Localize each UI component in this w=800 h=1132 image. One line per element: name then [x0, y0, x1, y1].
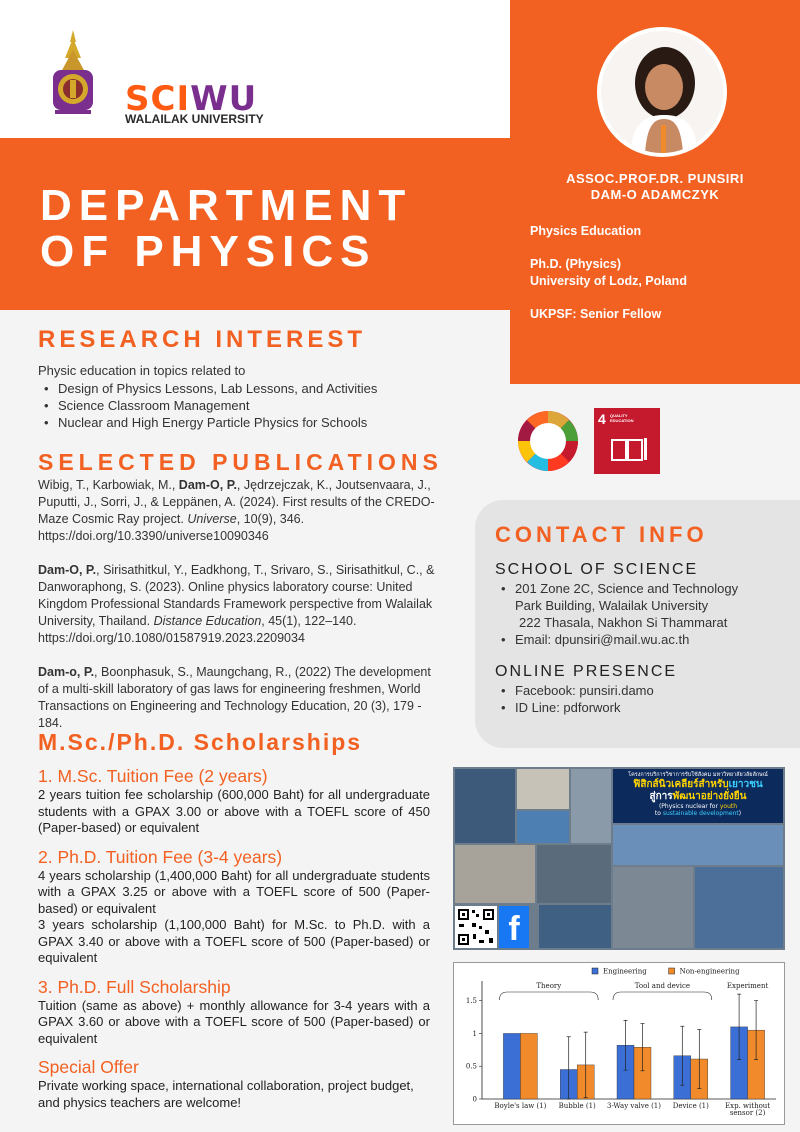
scholarship-title: 3. Ph.D. Full Scholarship: [38, 976, 231, 997]
page-title-line2: OF PHYSICS: [40, 227, 377, 276]
banner-line5b: sustainable development: [662, 810, 739, 817]
group-bracket: [613, 992, 712, 1000]
school-heading: SCHOOL OF SCIENCE: [495, 561, 699, 578]
scholarship-text: 3 years scholarship (1,100,000 Baht) for M.Sc. to Ph.D. with a GPAX 3.40 or above with a TOEFL score of 500 (Paper-based) or equivalent: [38, 917, 430, 965]
y-tick-label: 1.5: [465, 997, 477, 1006]
pub-text: , Boonphasuk, S., Maungchang, R., (2022) The development of a multi-skill laboratory of gas laws for engineering freshmen, World Transactions on Engineering and Technology Education, 20 (3), 179 - 184.: [38, 665, 431, 730]
research-heading: RESEARCH INTEREST: [38, 326, 367, 353]
collage-photo: [539, 905, 611, 948]
scholarship-text: Tuition (same as above) + monthly allowance for 3-4 years with a GPAX 3.60 or above with a TOEFL score of 500 (Paper-based) or equivalent: [38, 997, 430, 1046]
banner-line4: [617, 803, 779, 810]
banner-line4b: youth: [719, 803, 738, 810]
online-list: [495, 682, 795, 716]
sdg4-label: [610, 413, 633, 423]
banner-line2: [617, 779, 779, 791]
group-label: Tool and device: [634, 982, 691, 990]
collage-photo: [613, 867, 693, 948]
legend-label: Non-engineering: [679, 967, 740, 976]
collage-photo: [455, 769, 515, 843]
research-intro: Physic education in topics related to: [38, 363, 246, 378]
banner-line2b: เยาวชน: [728, 779, 763, 790]
banner-line2a: ฟิสิกส์นิวเคลียร์สำหรับ: [633, 779, 729, 790]
banner-line4a: (Physics nuclear for: [658, 803, 720, 810]
scholarship-text: Private working space, international collaboration, project budget, and physics teachers are welcome!: [38, 1078, 414, 1110]
pub-author-highlight: Dam-O, P.: [178, 478, 237, 492]
research-section: [38, 362, 478, 431]
legend-swatch: [669, 968, 675, 974]
x-tick-label: 3-Way valve (1): [607, 1102, 661, 1110]
profile-ukpsf: UKPSF: Senior Fellow: [530, 307, 662, 321]
banner-line3a: สู่การ: [649, 791, 673, 802]
address-line1: • 201 Zone 2C, Science and Technology: [515, 581, 739, 596]
scholarship-list: [38, 766, 430, 1111]
research-list: [38, 380, 478, 431]
scholarships-heading: M.Sc./Ph.D. Scholarships: [38, 729, 363, 755]
scholarship-text: 4 years scholarship (1,400,000 Baht) for all undergraduate students with a GPAX 3.25 or above with a TOEFL score of 500 (Paper-based) or equivalent: [38, 867, 430, 916]
pub-doi: , 45(1), 122–140. https://doi.org/10.1080/01587919.2023.2209034: [38, 614, 357, 645]
online-block: [495, 682, 795, 716]
collage-photo: [613, 825, 783, 865]
scholarship-title: 1. M.Sc. Tuition Fee (2 years): [38, 766, 268, 786]
pub-doi: , 10(9), 346. https://doi.org/10.3390/universe10090346: [38, 512, 305, 543]
photo-collage: [453, 767, 785, 950]
pub-author-highlight: Dam-o, P.: [38, 665, 95, 679]
group-label: Theory: [536, 982, 562, 990]
collage-photo: [455, 845, 535, 903]
contact-email[interactable]: • Email: dpunsiri@mail.wu.ac.th: [495, 631, 795, 648]
contact-address: [495, 580, 795, 631]
publications-list: [38, 477, 440, 732]
group-bracket: [499, 992, 598, 1000]
address-line2: Park Building, Walailak University: [515, 598, 709, 613]
banner-line5: [617, 810, 779, 817]
pub-text: , Sirisathitkul, Y., Eadkhong, T., Srivaro, S., Sirisathitkul, C., & Danworaphong, S. (2023). Online physics laboratory course: United Kingdom Professional Standards Framework perspective from Walailak University, Thailand.: [38, 563, 435, 628]
scholarship-title: Special Offer: [38, 1057, 139, 1077]
contact-address-block: [495, 580, 795, 648]
address-line3: 222 Thasala, Nakhon Si Thammarat: [519, 615, 728, 630]
collage-photo: [695, 867, 783, 948]
profile-institution: University of Lodz, Poland: [530, 274, 687, 288]
x-tick-label: Boyle's law (1): [494, 1102, 547, 1110]
y-tick-label: 0.5: [465, 1062, 477, 1071]
sciwu-logo: [125, 79, 258, 119]
profile-field: Physics Education: [530, 224, 642, 238]
banner-line5c: ): [738, 810, 742, 817]
pub-text: , Jędrzejczak, K., Joutsenvaara, J., Puputti, J., Sorri, J., & Leppänen, A. (2024). First results of the CREDO-Maze Cosmic Ray project.: [38, 478, 435, 526]
chart-canvas: [454, 963, 784, 1124]
sdg4-label-line1: QUALITY: [610, 413, 628, 418]
legend-label: Engineering: [603, 967, 647, 976]
profile-degree: Ph.D. (Physics): [530, 257, 621, 271]
pub-journal: Universe: [187, 512, 237, 526]
contact-line-id[interactable]: • ID Line: pdforwork: [495, 699, 795, 716]
pub-author-highlight: Dam-O, P.: [38, 563, 97, 577]
university-name: WALAILAK UNIVERSITY: [125, 112, 264, 126]
banner-line3: [617, 791, 779, 803]
publication-item: [38, 664, 440, 732]
contact-facebook[interactable]: • Facebook: punsiri.damo: [495, 682, 795, 699]
sciwu-logo-wu: WU: [190, 79, 258, 119]
x-tick-label: Device (1): [672, 1102, 709, 1110]
publication-item: [38, 477, 440, 545]
sdg4-tile: [594, 408, 660, 474]
y-tick-label: 1: [472, 1029, 477, 1038]
contact-list: [495, 580, 795, 648]
banner-line3b: พัฒนาอย่างยั่งยืน: [672, 791, 747, 802]
list-item: • Design of Physics Lessons, Lab Lessons, and Activities: [38, 380, 478, 397]
list-item: • Science Classroom Management: [38, 397, 478, 414]
facebook-icon[interactable]: f: [499, 906, 529, 948]
collage-photo: [517, 769, 569, 809]
banner-line5a: to: [654, 810, 663, 817]
sdg4-number: 4: [598, 411, 606, 427]
legend-swatch: [592, 968, 598, 974]
sdg4-label-line2: EDUCATION: [610, 418, 634, 423]
bar-chart: [453, 962, 785, 1125]
portrait-icon: [601, 31, 723, 153]
banner-line1: โครงการบริการวิชาการรับใช้สังคม มหาวิทยาลัยวลัยลักษณ์: [628, 772, 768, 778]
profile-name-line2: DAM-O ADAMCZYK: [590, 187, 720, 202]
sciwu-logo-sci: SCI: [125, 79, 191, 119]
collage-photo: [537, 845, 611, 903]
group-label: Experiment: [726, 982, 769, 990]
page-title-line1: DEPARTMENT: [40, 181, 413, 230]
y-tick-label: 0: [472, 1095, 477, 1104]
collage-photo: [571, 769, 611, 843]
x-tick-label: sensor (2): [729, 1109, 766, 1117]
contact-heading: CONTACT INFO: [495, 522, 708, 547]
publication-item: [38, 562, 440, 647]
collage-banner: [613, 769, 783, 823]
collage-photo: [517, 811, 569, 843]
sdg-wheel-icon: [515, 408, 581, 474]
qr-code-icon[interactable]: [455, 906, 497, 948]
scholarship-title: 2. Ph.D. Tuition Fee (3-4 years): [38, 846, 283, 867]
university-seal-icon: [45, 28, 101, 116]
pub-journal: Distance Education: [153, 614, 262, 628]
x-tick-label: Bubble (1): [558, 1102, 596, 1110]
scholarship-text: 2 years tuition fee scholarship (600,000 Baht) for all undergraduate students with a GPAX 3.00 or above with a TOEFL score of 450 (Paper-based) or equivalent: [38, 787, 430, 835]
pub-authors-pre: Wibig, T., Karbowiak, M.,: [38, 478, 179, 492]
bar: [520, 1033, 537, 1099]
profile-photo: [597, 27, 727, 157]
profile-name-line1: ASSOC.PROF.DR. PUNSIRI: [566, 171, 744, 186]
publications-heading: SELECTED PUBLICATIONS: [38, 449, 443, 475]
list-item: • Nuclear and High Energy Particle Physics for Schools: [38, 414, 478, 431]
online-heading: ONLINE PRESENCE: [495, 663, 678, 680]
bar: [503, 1033, 520, 1099]
x-tick-label: Exp. without: [725, 1102, 771, 1110]
